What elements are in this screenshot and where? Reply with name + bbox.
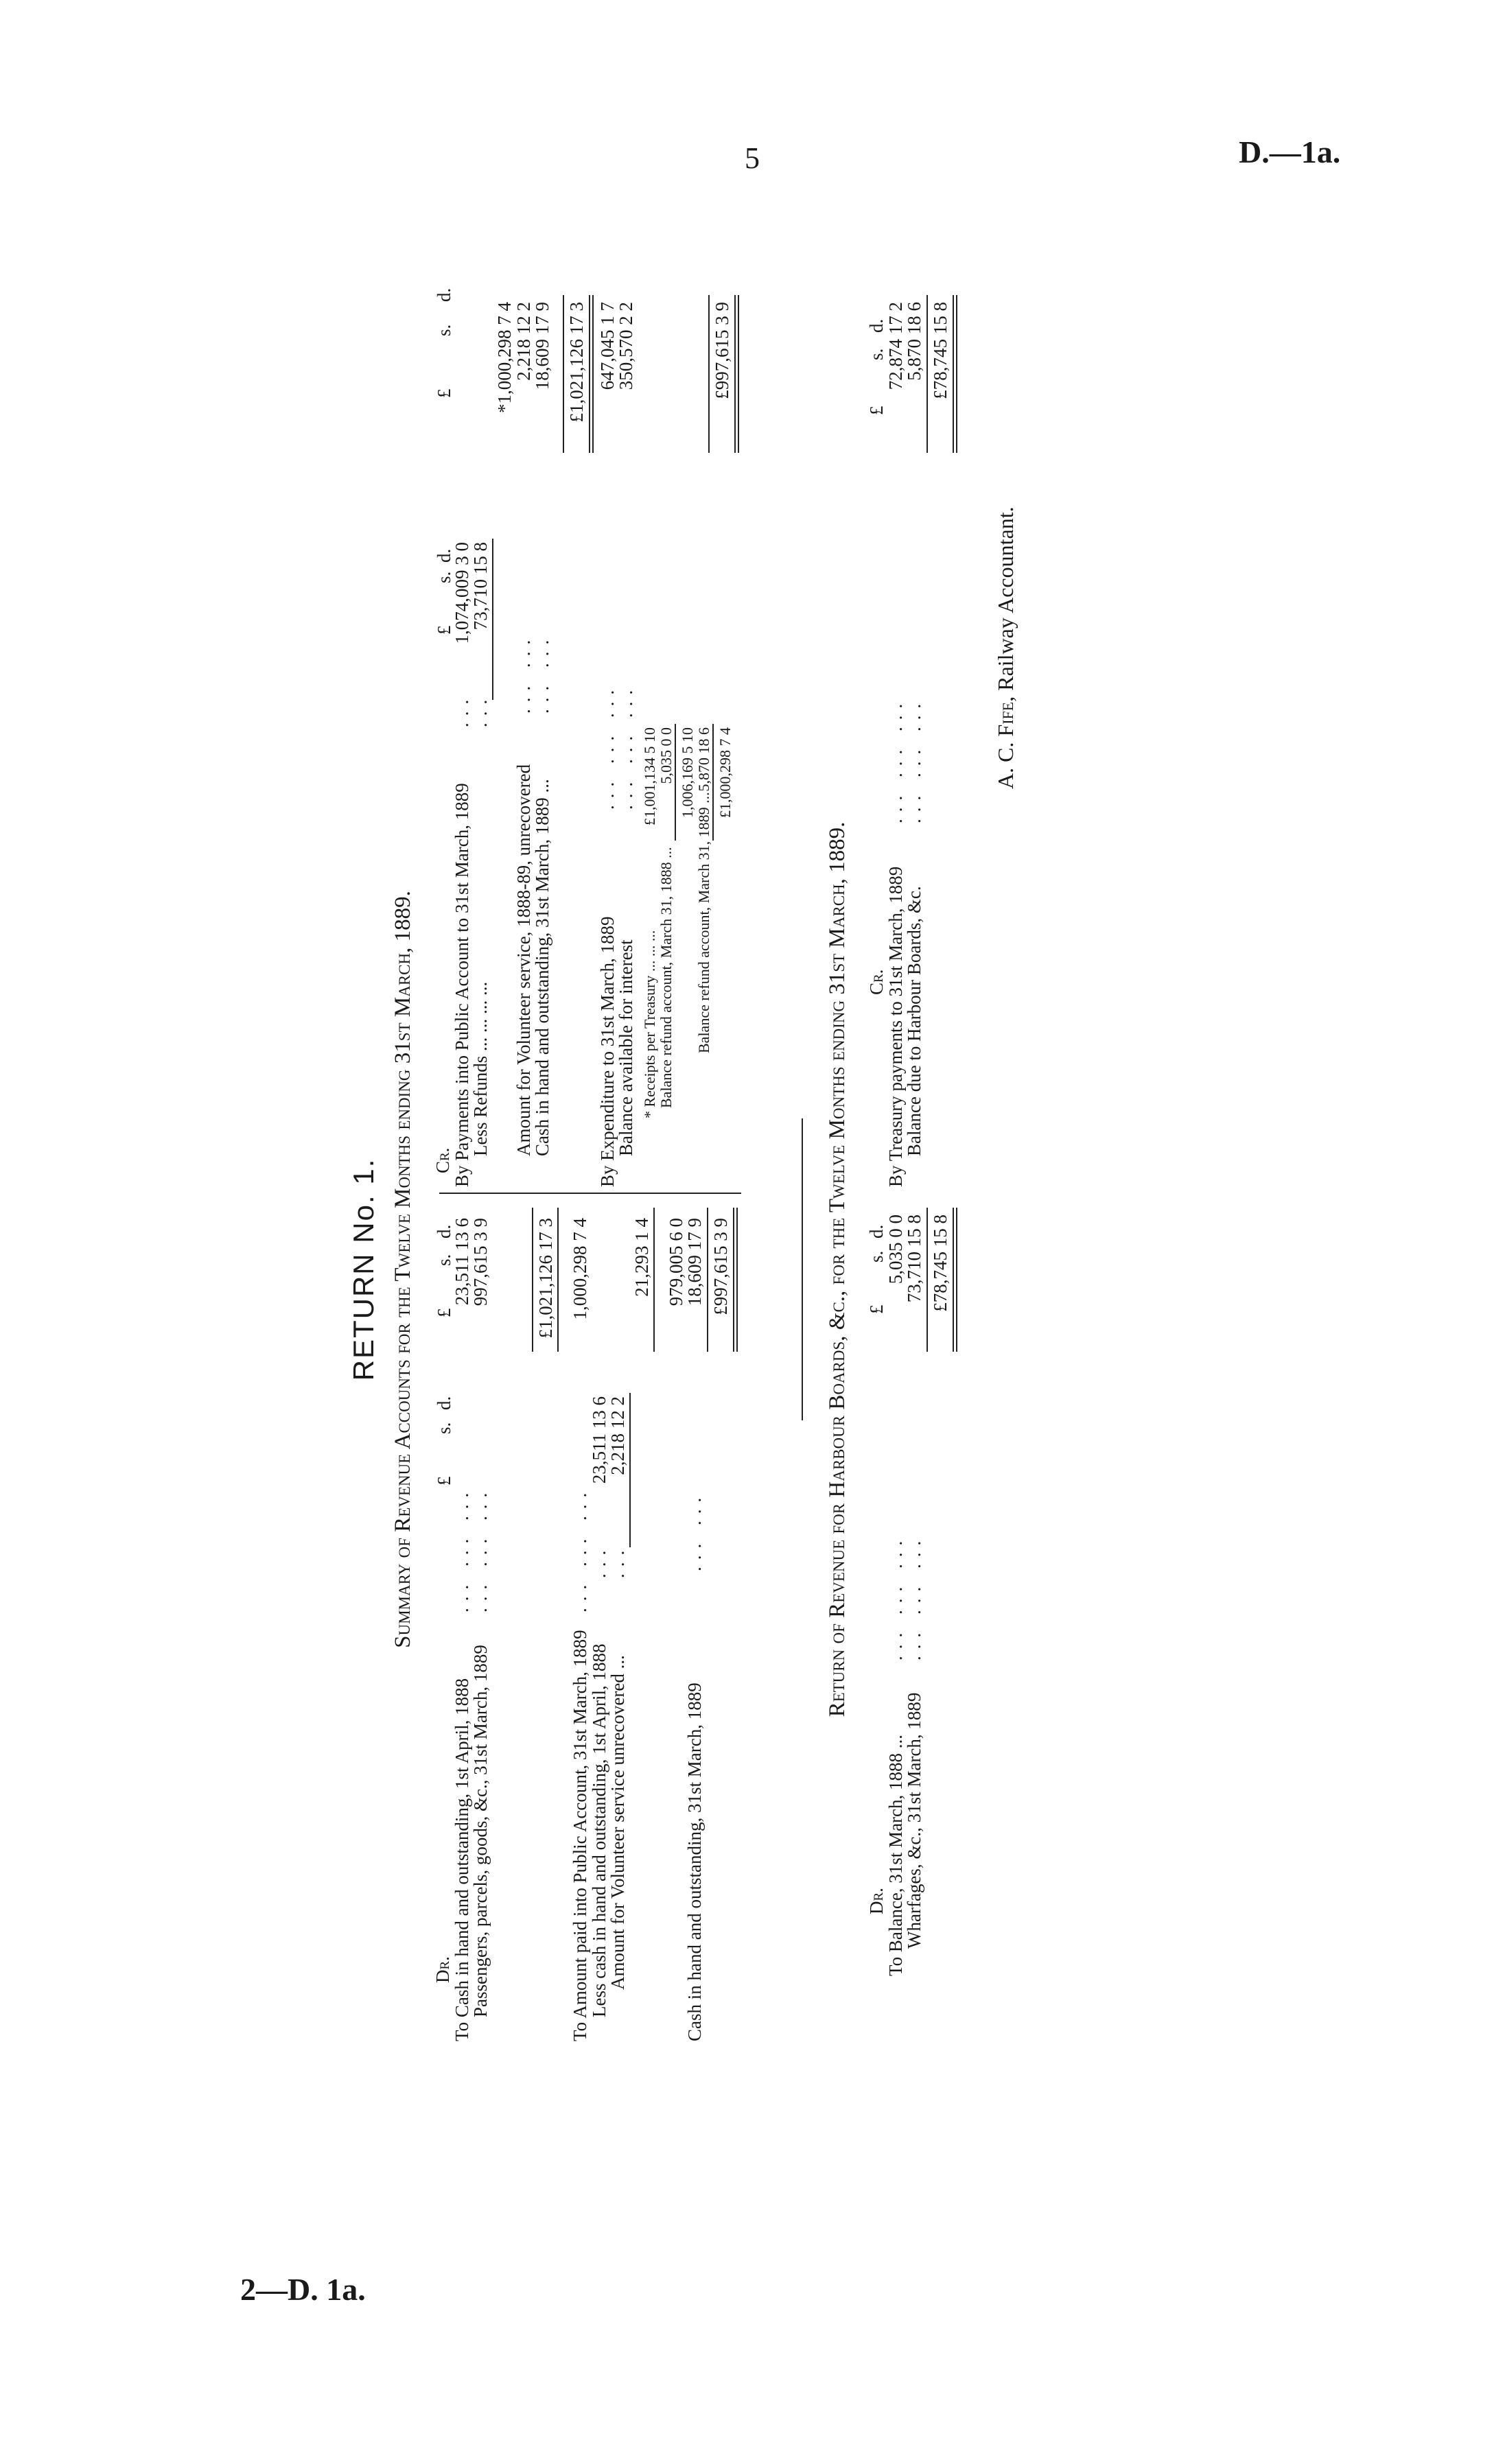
- col-head: d.: [866, 1224, 887, 1239]
- row-inner-amount: 23,511 13 6: [589, 1396, 609, 1484]
- col-head: d.: [434, 548, 454, 563]
- page-reference-top: D.—1a.: [1239, 134, 1341, 169]
- return1-cr-heading: Cr.: [432, 1147, 453, 1173]
- col-head: s.: [866, 1250, 887, 1263]
- rule: [926, 1208, 928, 1352]
- double-rule: [736, 1208, 738, 1352]
- row-label: Amount for Volunteer service, 1888-89, unrecovered: [513, 764, 534, 1156]
- row-amount: 21,293 1 4: [631, 1218, 652, 1297]
- rule: [708, 295, 710, 453]
- row-total: £78,745 15 8: [930, 302, 951, 399]
- row-dots: ... ...: [532, 633, 552, 714]
- row-total: £1,021,126 17 3: [535, 1218, 556, 1339]
- column-divider: [439, 1193, 741, 1194]
- double-rule: [953, 295, 954, 453]
- row-dots: ...: [589, 1543, 609, 1578]
- row-dots: ... ... ...: [904, 1534, 924, 1661]
- row-label: Passengers, parcels, goods, &c., 31st March, 1889: [470, 1645, 491, 2017]
- double-rule: [592, 295, 594, 453]
- col-head: £: [434, 1476, 454, 1486]
- row-amount: 1,000,298 7 4: [570, 1218, 590, 1320]
- row-dots: ... ... ...: [570, 1486, 590, 1612]
- row-total: £997,615 3 9: [710, 1218, 731, 1315]
- row-amount: 2,218 12 2: [513, 302, 534, 381]
- page-number: 5: [745, 141, 760, 175]
- return2-dr-heading: Dr.: [866, 1888, 887, 1914]
- row-label: Cash in hand and outstanding, 31st March, 1889 ...: [532, 779, 552, 1156]
- col-head: £: [434, 625, 454, 635]
- row-label: Balance due to Harbour Boards, &c.: [904, 886, 924, 1156]
- row-dots: ... ... ...: [885, 1534, 906, 1661]
- row-total: £997,615 3 9: [712, 302, 732, 399]
- col-head: £: [434, 388, 454, 398]
- row-amount: 18,609 17 9: [684, 1218, 705, 1306]
- row-inner-amount: 1,074,009 3 0: [452, 542, 472, 644]
- row-dots: ...: [470, 692, 491, 727]
- rule: [675, 724, 676, 841]
- signature-role: Railway Accountant.: [993, 506, 1018, 691]
- rotated-document-sheet: [192, 240, 1222, 2299]
- row-amount: 647,045 1 7: [597, 302, 618, 390]
- col-head: d.: [434, 1224, 454, 1239]
- row-dots: ... ... ...: [470, 1486, 491, 1612]
- rule: [557, 1208, 559, 1352]
- section-separator: [802, 1118, 803, 1420]
- double-rule: [734, 295, 736, 453]
- footnote-value: £1,000,298 7 4: [716, 727, 734, 818]
- rule: [629, 1393, 631, 1547]
- col-head: s.: [434, 571, 454, 583]
- col-head: £: [434, 1308, 454, 1317]
- row-dots: ... ...: [684, 1490, 705, 1571]
- row-label: Wharfages, &c., 31st March, 1889: [904, 1692, 924, 1949]
- row-label: Less cash in hand and outstanding, 1st April, 1888: [589, 1643, 609, 2017]
- row-dots: ...: [452, 692, 472, 727]
- row-amount: *1,000,298 7 4: [494, 302, 515, 413]
- return2-cr-heading: Cr.: [866, 969, 887, 995]
- footnote-value: 1,006,169 5 10: [679, 727, 696, 818]
- double-rule: [953, 1208, 954, 1352]
- row-dots: ... ... ...: [904, 696, 924, 823]
- rule: [712, 724, 714, 841]
- rule: [563, 295, 564, 453]
- double-rule: [956, 1208, 957, 1352]
- row-amount: 73,710 15 8: [904, 1215, 924, 1303]
- row-amount: 979,005 6 0: [666, 1218, 686, 1306]
- col-head: s.: [434, 1254, 454, 1266]
- page-reference-bottom: 2—D. 1a.: [240, 2272, 366, 2307]
- row-total: £78,745 15 8: [930, 1215, 951, 1312]
- footnote-label: Balance refund account, March 31, 1888 ...: [657, 847, 675, 1108]
- row-dots: ... ... ...: [597, 683, 618, 810]
- row-dots: ... ... ...: [616, 683, 636, 810]
- return2-subtitle: Return of Revenue for Harbour Boards, &c., for the Twelve Months ending 31st March, 1889.: [825, 821, 850, 1717]
- row-label: Amount for Volunteer service unrecovered ...: [607, 1655, 628, 1990]
- rule: [707, 1208, 708, 1352]
- row-total: £1,021,126 17 3: [566, 302, 587, 423]
- row-amount: 23,511 13 6: [452, 1218, 472, 1306]
- row-label: To Cash in hand and outstanding, 1st April, 1888: [452, 1678, 472, 2041]
- footnote-value: 5,035 0 0: [657, 727, 675, 784]
- col-head: d.: [866, 318, 887, 333]
- col-head: d.: [434, 288, 454, 302]
- row-dots: ... ... ...: [452, 1486, 472, 1612]
- double-rule: [733, 1208, 734, 1352]
- row-label: By Treasury payments to 31st March, 1889: [885, 866, 906, 1187]
- signature: [995, 506, 1016, 789]
- row-label: To Balance, 31st March, 1888 ...: [885, 1734, 906, 1976]
- rule: [532, 1208, 533, 1352]
- signature-name: A. C. Fife,: [993, 696, 1018, 789]
- col-head: £: [866, 1304, 887, 1314]
- return1-dr-heading: Dr.: [432, 1956, 453, 1983]
- row-dots: ... ... ...: [885, 696, 906, 823]
- footnote-label: * Receipts per Treasury ... ... ...: [641, 930, 658, 1118]
- rule: [653, 1208, 655, 1352]
- row-amount: 5,035 0 0: [885, 1215, 906, 1284]
- double-rule: [738, 295, 739, 453]
- col-head: s.: [866, 348, 887, 360]
- rule: [492, 539, 493, 700]
- row-label: Balance available for interest: [616, 939, 636, 1156]
- row-amount: 72,874 17 2: [885, 302, 906, 390]
- col-head: £: [866, 406, 887, 415]
- double-rule: [589, 295, 590, 453]
- rule: [926, 295, 928, 453]
- footnote-label: Balance refund account, March 31, 1889 ...: [695, 792, 712, 1053]
- row-dots: ... ...: [513, 633, 534, 714]
- return1-title: RETURN No. 1.: [347, 1158, 380, 1381]
- row-dots: ...: [607, 1543, 628, 1578]
- row-label: Less Refunds ... ... ... ...: [470, 981, 491, 1156]
- row-inner-amount: 73,710 15 8: [470, 542, 491, 631]
- row-inner-amount: 2,218 12 2: [607, 1396, 628, 1475]
- row-amount: 5,870 18 6: [904, 302, 924, 381]
- row-amount: 997,615 3 9: [470, 1218, 491, 1306]
- row-label: By Payments into Public Account to 31st March, 1889: [452, 783, 472, 1187]
- footnote-value: 5,870 18 6: [695, 727, 712, 792]
- footnote-value: £1,001,134 5 10: [641, 727, 658, 825]
- row-amount: 18,609 17 9: [532, 302, 552, 390]
- row-label: To Amount paid into Public Account, 31st March, 1889: [570, 1630, 590, 2041]
- col-head: d.: [434, 1396, 454, 1410]
- col-head: s.: [434, 324, 454, 336]
- row-amount: 350,570 2 2: [616, 302, 636, 390]
- return1-subtitle: Summary of Revenue Accounts for the Twelve Months ending 31st March, 1889.: [391, 891, 415, 1648]
- col-head: s.: [434, 1422, 454, 1434]
- row-label: Cash in hand and outstanding, 31st March, 1889: [684, 1682, 705, 2041]
- row-label: By Expenditure to 31st March, 1889: [597, 916, 618, 1187]
- double-rule: [956, 295, 957, 453]
